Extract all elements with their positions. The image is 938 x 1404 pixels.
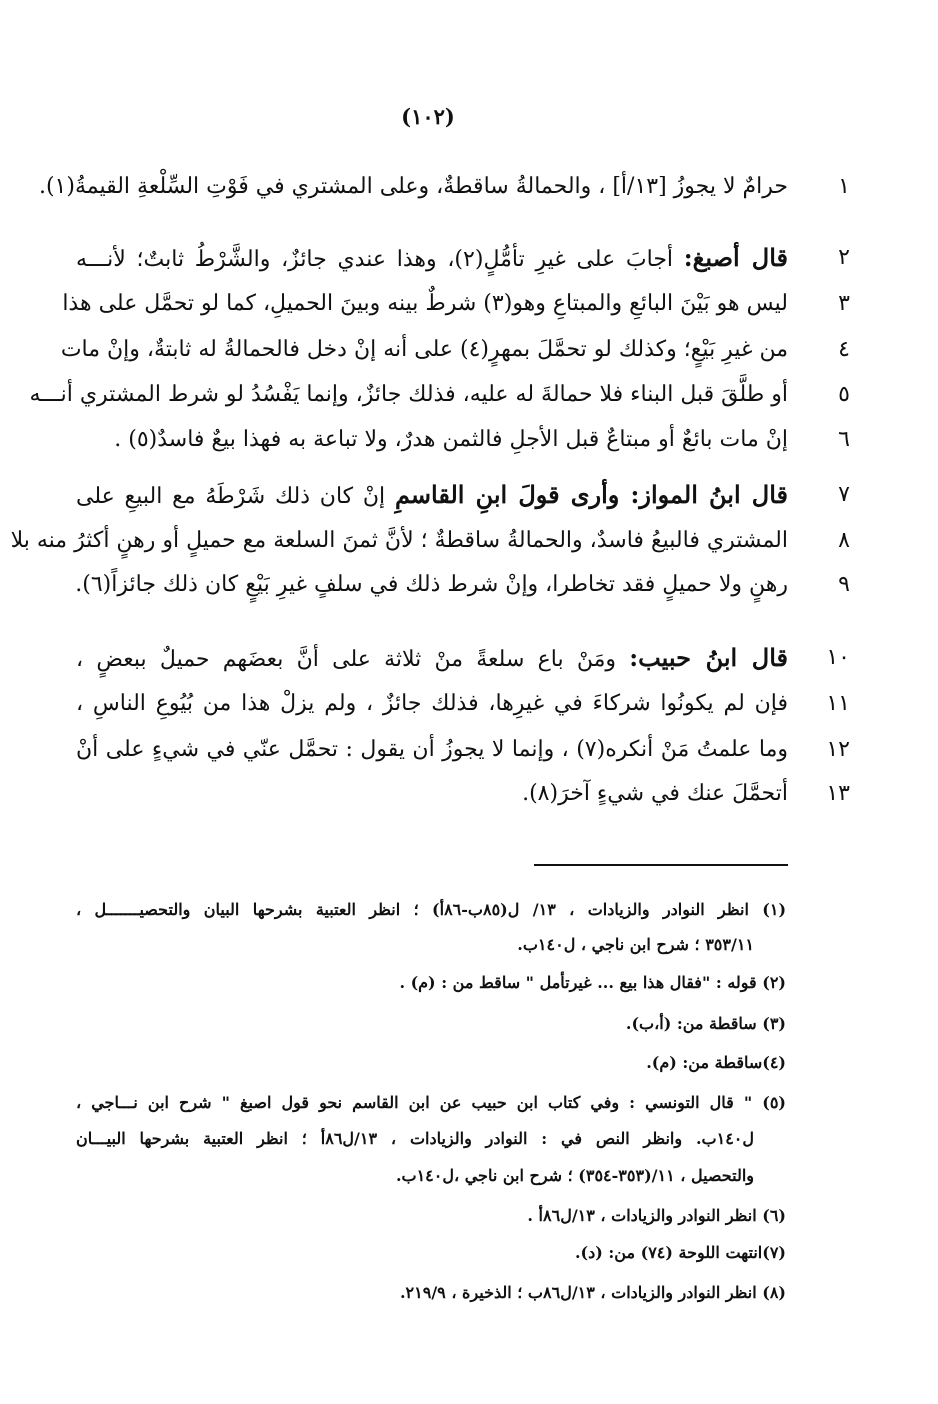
text-line — [76, 480, 788, 512]
text-line — [76, 425, 788, 455]
line-number: ١١ — [826, 691, 850, 716]
text-line — [76, 779, 788, 809]
footnote: (٤)ساقطة من: (م). — [646, 1053, 786, 1072]
text-line — [62, 289, 788, 319]
line-text: إنْ كان ذلك شَرْطَهُ مع البيعِ على — [76, 484, 395, 509]
footnote: (٦) انظر النوادر والزيادات ، ١٣/ل٨٦أ . — [527, 1206, 786, 1225]
footnote: (٧)انتهت اللوحة (٧٤) من: (د). — [574, 1243, 786, 1262]
footnote: (٥) " قال التونسي : وفي كتاب ابن حبيب عن ابن القاسم نحو قول اصبغ " شرح ابن نـــاجي ، — [76, 1093, 786, 1112]
line-number: ٦ — [838, 427, 850, 452]
footnote: (٢) قوله : "فقال هذا بيع ... غيرتأمل " ساقط من : (م) . — [399, 973, 786, 992]
text-line — [29, 380, 788, 410]
footnote-continuation: ٣٥٣/١١ ؛ شرح ابن ناجي ، ل١٤٠ب. — [517, 935, 754, 954]
line-text: أو طلَّقَ قبل البناء فلا حمالةَ له عليه، فذلك جائزٌ، وإنما يَفْسُدُ لو شرط المشتري أنـــه — [29, 382, 788, 407]
line-text: ليس هو بَيْنَ البائعِ والمبتاعِ وهو(٣) شرطٌ بينه وبينَ الحميلِ، كما لو تحمَّل على هذا — [62, 291, 788, 316]
line-text: إنْ مات بائعٌ أو مبتاعٌ قبل الأجلِ فالثمن هدرٌ، ولا تباعة به فهذا بيعٌ فاسدٌ(٥) . — [114, 427, 788, 452]
page-number: (١٠٢) — [401, 104, 455, 129]
text-line — [76, 570, 788, 600]
text-line — [60, 335, 788, 365]
line-text: حرامٌ لا يجوزُ [١٣/أ] ، والحمالةُ ساقطةٌ، وعلى المشتري في فَوْتِ السِّلْعةِ القيمةُ(١). — [38, 174, 788, 199]
line-number: ٨ — [838, 528, 850, 553]
text-line — [38, 172, 788, 202]
footnote-separator — [534, 864, 788, 866]
text-line — [76, 689, 788, 719]
footnote: (٨) انظر النوادر والزيادات ، ١٣/ل٨٦ب ؛ الذخيرة ، ٢١٩/٩. — [399, 1283, 786, 1302]
line-number: ١٢ — [826, 737, 850, 762]
line-number: ٥ — [838, 382, 850, 407]
line-number: ٧ — [838, 482, 850, 507]
line-number: ٢ — [838, 245, 850, 270]
line-text: رهنٍ ولا حميلٍ فقد تخاطرا، وإنْ شرط ذلك في سلفٍ غيرِ بَيْعٍ كان ذلك جائزاً(٦). — [75, 572, 788, 597]
text-line — [10, 526, 788, 556]
text-line — [76, 735, 788, 765]
line-text: فإن لم يكونُوا شركاءَ في غيرِها، فذلك جائزٌ ، ولم يزلْ هذا من بُيُوعِ الناسِ ، — [76, 691, 788, 716]
speaker-label: قال ابنُ حبيب: — [629, 643, 789, 672]
line-number: ١٠ — [826, 645, 850, 670]
line-number: ١٣ — [826, 781, 850, 806]
line-number: ٣ — [838, 291, 850, 316]
footnote-continuation: ل١٤٠ب. وانظر النص في : النوادر والزيادات ، ١٣/ل٨٦أ ؛ انظر العتبية بشرحها البيـــان — [76, 1129, 755, 1148]
line-text: المشتري فالبيعُ فاسدٌ، والحمالةُ ساقطةٌ ؛ لأنَّ ثمنَ السلعة مع حميلٍ أو رهنٍ أكثرُ منه بلا — [10, 528, 788, 553]
line-number: ٤ — [838, 337, 850, 362]
footnote: (٣) ساقطة من: (أ،ب). — [625, 1014, 786, 1033]
line-text: أتحمَّلَ عنك في شيءٍ آخرَ(٨). — [522, 781, 788, 806]
footnote: (١) انظر النوادر والزيادات ، ١٣/ ل(٨٥ب-٨٦أ) ؛ انظر العتبية بشرحها البيان والتحصيـــــــل ، — [76, 900, 787, 919]
text-line — [76, 243, 788, 275]
speaker-label: قال ابنُ المواز: وأرى قولَ ابنِ القاسمِ — [394, 480, 788, 509]
line-text: وما علمتُ مَنْ أنكره(٧) ، وإنما لا يجوزُ أن يقول : تحمَّل عنّي في شيءٍ على أنْ — [76, 737, 788, 762]
line-number: ٩ — [838, 572, 850, 597]
speaker-label: قال أصبغ: — [683, 243, 789, 272]
line-text: ومَنْ باع سلعةً منْ ثلاثة على أنَّ بعضَهم حميلٌ ببعضٍ ، — [76, 647, 630, 672]
footnote-continuation: والتحصيل ، ١١/(٣٥٣-٣٥٤) ؛ شرح ابن ناجي ،ل١٤٠ب. — [395, 1166, 754, 1185]
text-line — [76, 643, 788, 675]
line-text: أجابَ على غيرِ تأمُّلٍ(٢)، وهذا عندي جائزٌ، والشَّرْطُ ثابتٌ؛ لأنـــه — [76, 247, 684, 272]
line-text: من غيرِ بَيْعٍ؛ وكذلك لو تحمَّلَ بمهرٍ(٤) على أنه إنْ دخل فالحمالةُ له ثابتةٌ، وإنْ مات — [60, 337, 788, 362]
line-number: ١ — [838, 174, 850, 199]
